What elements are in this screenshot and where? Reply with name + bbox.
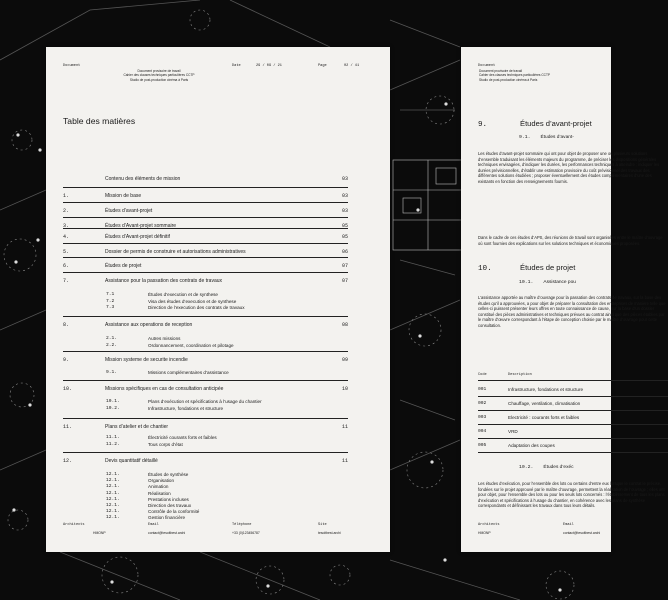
toc-subentry-label: Direction des travaux [148, 503, 192, 508]
document-page-content [461, 47, 666, 552]
toc-subentry-number: 12.1. [106, 484, 120, 490]
toc-subentry-label: Infrastructure, fondations et structure [148, 406, 224, 411]
table-cell-code: 004 [478, 429, 487, 434]
toc-entry-number: 2. [63, 208, 70, 214]
footer-phone-value: +33 (0)123456787 [232, 531, 260, 535]
toc-entry-page: 11 [341, 424, 348, 430]
footer-phone-label: Téléphone [232, 523, 252, 527]
toc-subentry-number: 2.2. [106, 343, 118, 348]
toc-subentry-number: 10.1. [106, 399, 120, 404]
toc-entry-number: 7. [63, 278, 70, 284]
toc-entry-number: 1. [63, 193, 70, 199]
header-document-label: Document [478, 64, 496, 68]
toc-subentry-number: 12.1. [106, 472, 120, 477]
toc-subentry-label: Autres missions [148, 336, 181, 341]
toc-divider [63, 452, 348, 453]
toc-subentry-number: 12.1. [106, 503, 120, 508]
toc-entry-label: Assistance aux operations de reception [105, 322, 193, 328]
table-header-description: Description [508, 373, 532, 377]
toc-entry-number: 3. [63, 223, 70, 229]
footer-architects-label: Architects [478, 523, 500, 527]
footer-site-value[interactable]: tesoitbest.archi [318, 531, 341, 535]
subsection-title: Assistance pou [543, 280, 576, 285]
paragraph: Les études d’avant-projet sommaire qui ont pour objet de proposer une ou plusieurs solutions d’ensemble traduisant les éléments majeurs du programme, de préciser les dispositions générales techniques envisagées, d’indiquer les durées, les performances techniques à atteindre ; indiquer les durées prévisionnelles, d’établir une estimation provisoire du coût prévisionnel des travaux des différentes solutions étudiées ; proposer éventuellement des études complémentaires d’une des existants en fonction des renseignements fournis. [478, 151, 660, 184]
toc-subentry-number: 12.1. [106, 515, 120, 521]
header-line: Document provisoire de travail [479, 69, 523, 73]
table-row [478, 439, 668, 452]
toc-subentry-number: 10.2. [106, 406, 120, 411]
paragraph: Dans le cadre de ces études d’APS, des réunions de travail sont organisées entre le maître d’ouvrage où sont fournies des explications sur les solutions techniques et économiques proposées. [478, 235, 663, 246]
toc-subentry-label: Organisation [148, 478, 175, 484]
footer-architects-value: HMONP [93, 531, 106, 535]
header-line: Cahier des clauses techniques particulières CCTP [123, 73, 195, 78]
toc-subentry-number: 7.3 [106, 305, 115, 310]
toc-entry[interactable] [63, 234, 348, 242]
toc-entry-page: 05 [341, 234, 348, 240]
header-line: Studio de post-production cinéma à Paris [479, 77, 538, 82]
toc-entry[interactable] [63, 424, 348, 432]
subsection-number: 10.1. [519, 280, 534, 285]
toc-entry-page: 11 [341, 458, 348, 464]
toc-divider [63, 257, 348, 258]
toc-entry-page: 09 [341, 357, 348, 363]
header-document-label: Document [63, 64, 81, 68]
toc-subentry-number: 7.2 [106, 298, 115, 304]
header-document-description [479, 69, 599, 82]
toc-subentry-number: 9.1. [106, 370, 118, 375]
toc-subentry-label: Études de synthèse [148, 472, 189, 477]
table-cell-code: 002 [478, 401, 487, 406]
table-rule [478, 380, 668, 381]
subsection-number: 9.1. [519, 135, 531, 140]
footer-architects-label: Architects [63, 523, 85, 527]
table-row [478, 411, 668, 424]
subsection-9-1 [519, 135, 574, 140]
subsection-10-2 [519, 465, 574, 470]
toc-entry-page: 06 [341, 249, 348, 255]
toc-entry[interactable] [63, 193, 348, 201]
section-10-heading [478, 263, 575, 273]
toc-subentry-label: Direction de l’execution des contrats de travaux [148, 305, 245, 310]
toc-subentry-number: 12.1. [106, 478, 120, 484]
toc-entry-number: 12. [63, 458, 73, 464]
toc-subentry-label: Plans d’exécution et spécifications à l’usage du chantier [148, 399, 262, 404]
toc-entry-label: Missions spécifiques en cas de consultation anticipée [105, 386, 224, 392]
footer-architects-value: HMONP [478, 531, 491, 535]
toc-divider [63, 272, 348, 273]
toc-subentry-label: Contrôle de la conformité [148, 509, 200, 515]
table-cell-description: Adaptation des coupes [508, 443, 555, 448]
toc-subentry-number: 11.2. [106, 442, 120, 447]
toc-entry-label: Mission systeme de securite incendie [105, 357, 188, 363]
toc-subentry-label: Prestations incluses [148, 496, 189, 502]
toc-subentry-label: Ordonnancement, coordination et pilotage [148, 343, 234, 348]
section-9-heading [478, 119, 592, 129]
table-header-code: Code [478, 373, 487, 377]
toc-subentry-label: Gestion financière [148, 515, 186, 521]
toc-subentry-label: Visa des études d’execution et de synthese [148, 298, 237, 304]
toc-subentry-label: Électricité courants forts et faibles [148, 435, 217, 440]
toc-entry-page: 03 [341, 193, 348, 199]
toc-entry-number: 6. [63, 263, 70, 269]
toc-entry[interactable] [63, 249, 348, 257]
toc-subentry-number: 12.1. [106, 509, 120, 515]
toc-subentry-number: 2.1. [106, 336, 118, 341]
table-row [478, 397, 668, 410]
toc-entry-number: 11. [63, 424, 73, 430]
toc-entry-number: 8. [63, 322, 70, 328]
toc-subentry-label: Missions complémentaires d’assistance [148, 370, 229, 375]
table-cell-code: 003 [478, 415, 487, 420]
toc-title: Table des matières [63, 116, 136, 126]
toc-subentry-number: 12.1. [106, 490, 120, 496]
subsection-10-1 [519, 280, 576, 285]
toc-entry-page: 03 [341, 208, 348, 214]
header-page-label: Page [318, 64, 327, 68]
table-cell-description: Electricité : courants forts et faibles [508, 415, 580, 420]
subsection-number: 10.2. [519, 465, 534, 470]
footer-email-value[interactable]: contact@tesoitbest.archi [563, 531, 601, 535]
toc-entry[interactable] [63, 208, 348, 216]
toc-entry[interactable] [63, 322, 348, 330]
toc-subentry-label: Animation [148, 484, 169, 490]
subsection-title: Études d’exéc [543, 465, 574, 470]
toc-divider [63, 187, 348, 188]
toc-entry-label: Études d’Avant-projet sommaire [105, 223, 177, 229]
toc-subentry-label: Réalisation [148, 490, 171, 496]
toc-entry-page: 07 [341, 263, 348, 269]
paragraph: Les études d’exécution, pour l’ensemble des lots ou certains d’entre eux lorsque le contrat le précise, fondées sur le projet approuvé par le maître d’ouvrage, permettent la réalisation de l’ouvrage ; elles ont pour objet, pour l’ensemble des lots ou pour les seuls lots concernés : l’établissement de tous les plans d’exécution et spécifications à l’usage du chantier, en cohérence avec les plans de synthèse correspondants et définissant les travaux dans tous leurs détails. [478, 481, 665, 509]
toc-entry-label: Dossier de permis de construire et autorisations administratives [105, 249, 246, 255]
header-line: Document provisoire de travail [137, 69, 181, 73]
toc-entry-page: 05 [341, 223, 348, 229]
table-cell-description: Chauffage, ventilation, climatisation [508, 401, 581, 406]
footer-site-label: Site [318, 523, 327, 527]
toc-entry-page: 07 [341, 278, 348, 284]
header-document-description [99, 69, 219, 82]
toc-subentry-number: 12.1. [106, 496, 120, 502]
table-cell-description: Infrastructure, fondations et structure [508, 387, 584, 392]
toc-divider [63, 418, 348, 419]
toc-divider [63, 316, 348, 317]
toc-entry-number: 10. [63, 386, 73, 392]
footer-email-label: Email [563, 523, 574, 527]
toc-entry[interactable] [63, 263, 348, 271]
header-line: Cahier des clauses techniques particulières CCTP [479, 73, 551, 78]
header-page-value: 02 / 41 [344, 64, 360, 68]
section-title: Études de projet [520, 263, 576, 272]
toc-entry-number: 9. [63, 357, 70, 363]
toc-divider [63, 217, 348, 218]
toc-entry-label: Devis quantitatif détaillé [105, 458, 158, 464]
toc-entry-label: Études de projet [105, 263, 142, 269]
header-date-label: Date [232, 64, 241, 68]
section-number: 9. [478, 121, 488, 129]
table-row [478, 383, 668, 396]
toc-entry-page: 03 [341, 176, 348, 182]
section-number: 10. [478, 265, 492, 273]
table-cell-description: VRD [508, 429, 518, 434]
toc-divider [63, 380, 348, 381]
toc-entry-number: 4. [63, 234, 70, 240]
toc-entry-page: 10 [341, 386, 348, 392]
toc-entry-page: 08 [341, 322, 348, 328]
toc-entry[interactable] [63, 176, 348, 184]
header-date-value: 29 / 09 / 21 [256, 64, 282, 68]
table-row [478, 425, 668, 438]
toc-entry-label: Études d’Avant-projet définitif [105, 234, 170, 240]
toc-entry-label: Plans d’atelier et de chantier [105, 424, 169, 430]
header-line: Studio de post-production cinéma à Paris [129, 77, 189, 82]
footer-email-value[interactable]: contact@tesoitbest.archi [148, 531, 186, 535]
toc-subentry-label: Études d’execution et de synthese [148, 292, 218, 297]
toc-entry[interactable] [63, 357, 348, 365]
section-title: Études d’avant-projet [520, 119, 592, 128]
toc-subentry-number: 11.1. [106, 435, 120, 440]
toc-entry[interactable] [63, 386, 348, 394]
toc-entry[interactable] [63, 278, 348, 286]
subsection-title: Études d’avant- [540, 135, 574, 140]
table-cell-code: 001 [478, 387, 487, 392]
toc-entry-label: Assistance pour la passation des contrats de travaux [105, 278, 223, 284]
document-page-toc [46, 47, 390, 552]
toc-entry-number: 5. [63, 249, 70, 255]
toc-subentry-number: 7.1 [106, 292, 115, 297]
table-rule [478, 452, 668, 453]
footer-email-label: Email [148, 523, 159, 527]
toc-divider [63, 243, 348, 244]
toc-entry-label: Contenu des éléments de mission [105, 176, 181, 182]
toc-entry-label: Mission de base [105, 193, 142, 199]
toc-entry[interactable] [63, 458, 348, 466]
toc-divider [63, 351, 348, 352]
toc-entry-label: Études d’avant-projet [105, 208, 153, 214]
toc-divider [63, 228, 348, 229]
toc-divider [63, 202, 348, 203]
table-cell-code: 005 [478, 443, 487, 448]
toc-entry[interactable] [63, 223, 348, 231]
toc-subentry-label: Tous corps d’état [148, 442, 183, 447]
paragraph: L’assistance apportée au maître d’ouvrage pour la passation des contrats de travaux, sur la base des études qu’il a approuvées, a pour objet de préparer la consultation des entreprises de manière telle que celles-ci puissent présenter leurs offres en toute connaissance de cause, sur la base d’un dossier constitué des pièces administratives et techniques prévues au contrat ainsi que des pièces établies par le maître d’œuvre correspondant à l’étape de conception choisie par le maître d’ouvrage pour cette consultation. [478, 295, 666, 328]
